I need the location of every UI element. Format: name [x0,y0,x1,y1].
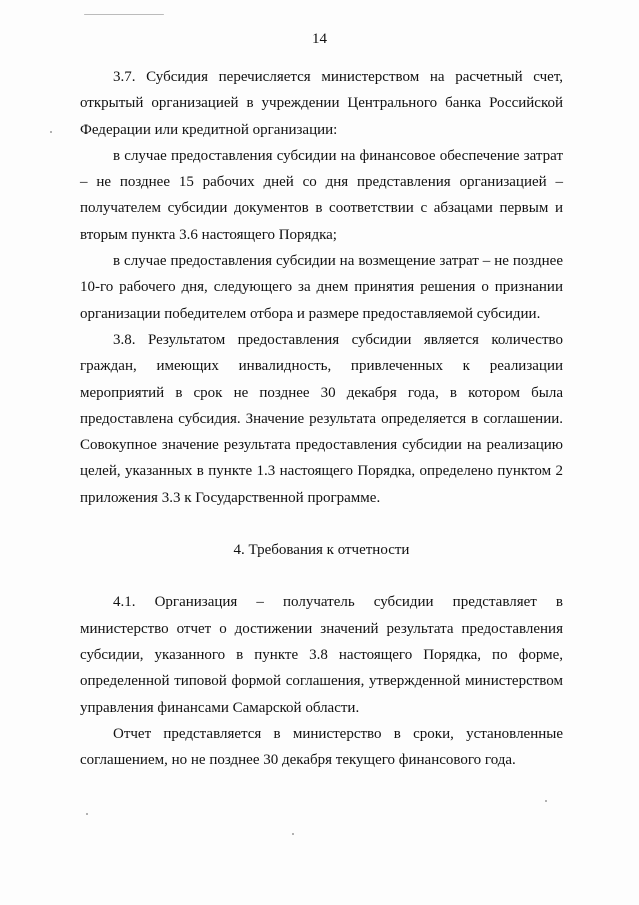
document-body [80,64,563,773]
page-number: 14 [312,31,327,47]
paragraph-report-deadline: Отчет представляется в министерство в сроки, установленные соглашением, но не позднее 30 декабря текущего финансового года. [80,725,563,769]
scan-artifact [292,833,294,835]
paragraph-3-8: 3.8. Результатом предоставления субсидии является количество граждан, имеющих инвалидность, привлеченных к реализации мероприятий в срок не позднее 30 декабря года, в котором была предоставлена субсидия. Значение результата определяется в соглашении. Совокупное значение результата предоставления субсидии на реализацию целей, указанных в пункте 1.3 настоящего Порядка, определено пунктом 2 приложения 3.3 к Государственной программе. [80,331,563,506]
paragraph-3-7: 3.7. Субсидия перечисляется министерством на расчетный счет, открытый организацией в учреждении Центрального банка Российской Федерации или кредитной организации: [80,69,563,138]
paragraph-4-1: 4.1. Организация – получатель субсидии представляет в министерство отчет о достижении значений результата предоставления субсидии, указанного в пункте 3.8 настоящего Порядка, по форме, определенной типовой формой соглашения, утвержденной министерством управления финансами Самарской области. [80,594,563,716]
scan-artifact [84,14,164,15]
section-heading: 4. Требования к отчетности [233,542,410,559]
paragraph-reimbursement-case: в случае предоставления субсидии на возмещение затрат – не позднее 10-го рабочего дня, следующего за днем принятия решения о признании организации победителем отбора и размере предоставляемой субсидии. [80,253,563,322]
paragraph-financing-case: в случае предоставления субсидии на финансовое обеспечение затрат – не позднее 15 рабочих дней со дня представления организацией – получателем субсидии документов в соответствии с абзацами первым и вторым пункта 3.6 настоящего Порядка; [80,147,563,243]
scan-artifact [86,813,88,815]
scan-artifact [50,131,52,133]
scan-artifact [545,800,547,802]
